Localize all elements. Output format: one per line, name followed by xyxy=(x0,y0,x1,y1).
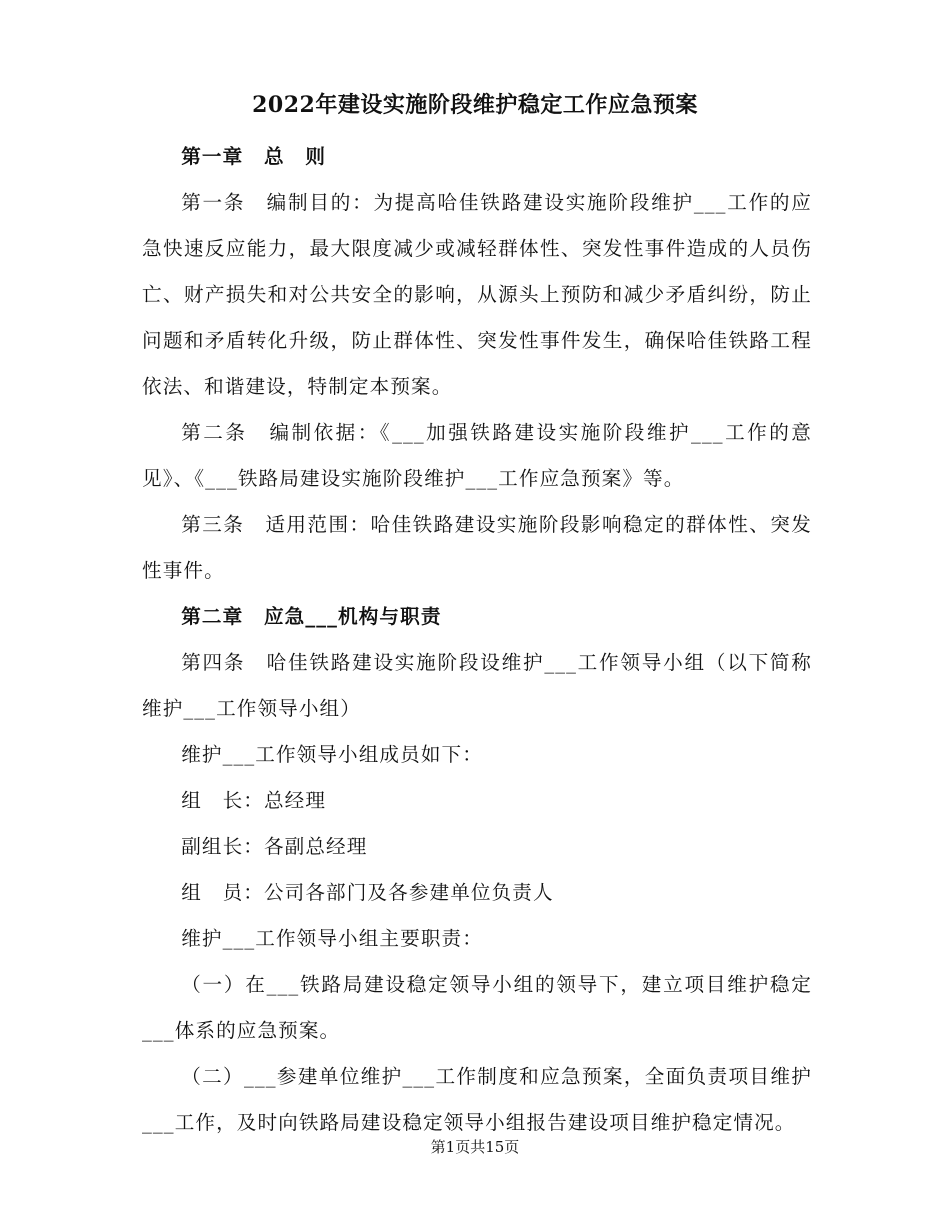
duties-intro-paragraph: 维护___工作领导小组主要职责： xyxy=(181,927,483,950)
members-line: 组 员：公司各部门及各参建单位负责人 xyxy=(181,881,554,904)
article-3-paragraph: 第三条 适用范围：哈佳铁路建设实施阶段影响稳定的群体性、突发性事件。 xyxy=(142,513,812,582)
article-1-paragraph: 第一条 编制目的：为提高哈佳铁路建设实施阶段维护___工作的应急快速反应能力，最大限度减少或减轻群体性、突发性事件造成的人员伤亡、财产损失和对公共安全的影响，从源头上预防和减少矛盾纠纷，防止问题和矛盾转化升级，防止群体性、突发性事件发生，确保哈佳铁路工程依法、和谐建设，特制定本预案。 xyxy=(142,191,812,398)
chapter-1-heading: 第一章 总 则 xyxy=(181,145,327,168)
deputy-leader-line: 副组长：各副总经理 xyxy=(181,835,368,858)
leader-line: 组 长：总经理 xyxy=(181,789,327,812)
members-intro-paragraph: 维护___工作领导小组成员如下： xyxy=(181,743,483,766)
article-4-paragraph: 第四条 哈佳铁路建设实施阶段设维护___工作领导小组（以下简称维护___工作领导小组） xyxy=(142,651,812,720)
document-title: 2022年建设实施阶段维护稳定工作应急预案 xyxy=(252,92,698,118)
document-body xyxy=(142,134,812,1146)
article-2-paragraph: 第二条 编制依据：《___加强铁路建设实施阶段维护___工作的意见》、《___铁路局建设实施阶段维护___工作应急预案》等。 xyxy=(142,421,812,490)
duty-1-paragraph: （一）在___铁路局建设稳定领导小组的领导下，建立项目维护稳定___体系的应急预案。 xyxy=(142,973,812,1042)
duty-2-paragraph: （二）___参建单位维护___工作制度和应急预案，全面负责项目维护___工作，及时向铁路局建设稳定领导小组报告建设项目维护稳定情况。 xyxy=(142,1065,812,1134)
page-number-footer: 第1页共15页 xyxy=(430,1138,520,1156)
chapter-2-heading: 第二章 应急___机构与职责 xyxy=(181,605,442,628)
